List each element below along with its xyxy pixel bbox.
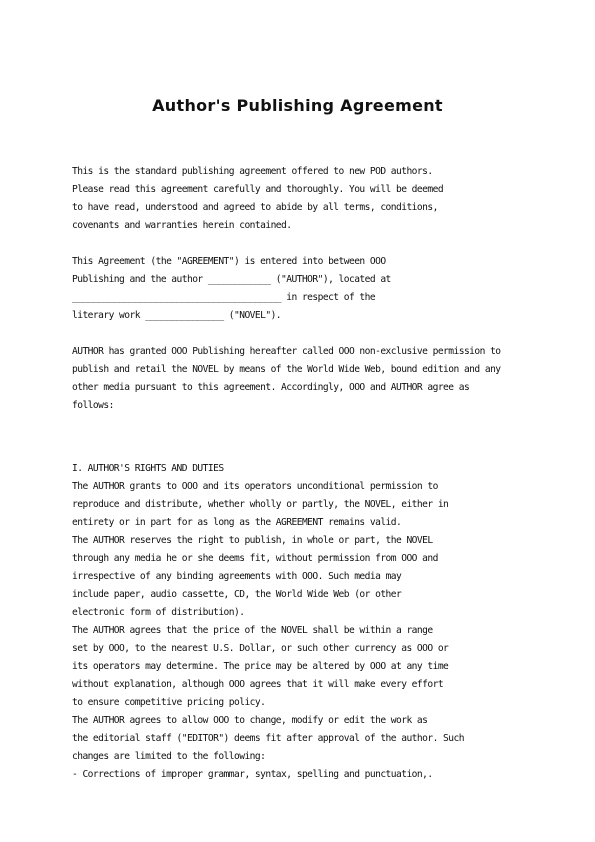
text-line: include paper, audio cassette, CD, the World Wide Web (or other (72, 589, 402, 600)
section-authors-rights (72, 460, 542, 784)
text-line: covenants and warranties herein contained. (72, 220, 292, 231)
text-line: The AUTHOR agrees to allow OOO to change, modify or edit the work as (72, 715, 428, 726)
text-line: literary work _______________ ("NOVEL"). (72, 310, 282, 321)
text-line: other media pursuant to this agreement. Accordingly, OOO and AUTHOR agree as (72, 382, 470, 393)
text-line: follows: (72, 400, 114, 411)
text-line: - Corrections of improper grammar, syntax, spelling and punctuation,. (72, 769, 433, 780)
text-line: The AUTHOR grants to OOO and its operators unconditional permission to (72, 481, 438, 492)
text-line: set by OOO, to the nearest U.S. Dollar, or such other currency as OOO or (72, 643, 449, 654)
text-line: The AUTHOR reserves the right to publish, in whole or part, the NOVEL (72, 535, 433, 546)
document-body (72, 163, 542, 784)
text-line: without explanation, although OOO agrees that it will make every effort (72, 679, 444, 690)
text-line: reproduce and distribute, whether wholly or partly, the NOVEL, either in (72, 499, 449, 510)
text-line: publish and retail the NOVEL by means of the World Wide Web, bound edition and any (72, 364, 501, 375)
intro-paragraph (72, 163, 542, 235)
paragraph-gap (72, 325, 542, 343)
parties-paragraph (72, 253, 542, 325)
grant-paragraph (72, 343, 542, 415)
text-line: the editorial staff ("EDITOR") deems fit after approval of the author. Such (72, 733, 464, 744)
document-title: Author's Publishing Agreement (152, 96, 443, 115)
section-gap (72, 415, 542, 460)
text-line: Please read this agreement carefully and thoroughly. You will be deemed (72, 184, 444, 195)
text-line: to ensure competitive pricing policy. (72, 697, 266, 708)
section-heading: I. AUTHOR'S RIGHTS AND DUTIES (72, 463, 224, 474)
text-line: Publishing and the author ____________ ("AUTHOR"), located at (72, 274, 391, 285)
text-line: its operators may determine. The price may be altered by OOO at any time (72, 661, 449, 672)
text-line: irrespective of any binding agreements with OOO. Such media may (72, 571, 402, 582)
text-line: electronic form of distribution). (72, 607, 245, 618)
text-line: AUTHOR has granted OOO Publishing hereafter called OOO non-exclusive permission to (72, 346, 501, 357)
text-line: ________________________________________ in respect of the (72, 292, 376, 303)
text-line: This Agreement (the "AGREEMENT") is entered into between OOO (72, 256, 386, 267)
paragraph-gap (72, 235, 542, 253)
text-line: to have read, understood and agreed to abide by all terms, conditions, (72, 202, 438, 213)
text-line: This is the standard publishing agreement offered to new POD authors. (72, 166, 433, 177)
text-line: changes are limited to the following: (72, 751, 266, 762)
text-line: The AUTHOR agrees that the price of the NOVEL shall be within a range (72, 625, 433, 636)
text-line: entirety or in part for as long as the AGREEMENT remains valid. (72, 517, 402, 528)
text-line: through any media he or she deems fit, without permission from OOO and (72, 553, 438, 564)
